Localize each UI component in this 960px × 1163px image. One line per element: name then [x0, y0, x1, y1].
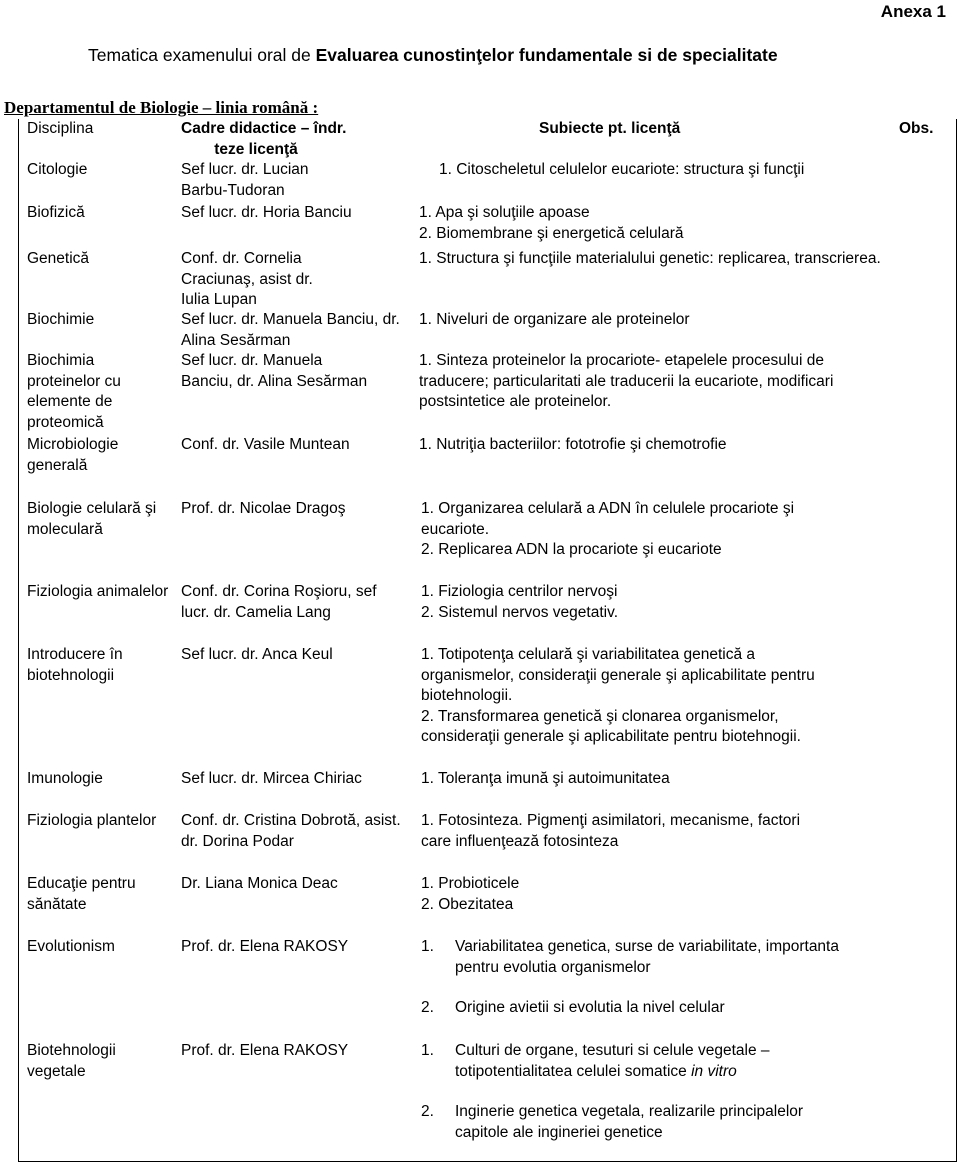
discipline-cell: Fiziologia plantelor [27, 812, 157, 829]
subject-text: Origine avietii si evolutia la nivel celular [455, 999, 725, 1016]
discipline-cell: Fiziologia animalelor [27, 583, 169, 600]
discipline-cell: Citologie [27, 161, 88, 178]
annex-label: Anexa 1 [880, 2, 946, 21]
header-teachers-line1: Cadre didactice – îndr. [181, 120, 347, 137]
subject-item [421, 1102, 841, 1143]
header-subjects: Subiecte pt. licenţă [539, 120, 681, 137]
subject-item: 2. Biomembrane şi energetică celulară [419, 224, 684, 242]
discipline-cell: Educaţie pentru sănătate [27, 875, 136, 913]
subject-item: 1. Nutriţia bacteriilor: fototrofie şi chemotrofie [419, 436, 727, 453]
teachers-cell: Conf. dr. Corina Roşioru, sef lucr. dr. Camelia Lang [181, 583, 377, 621]
discipline-cell: Biochimia proteinelor cu elemente de proteomică [27, 352, 121, 431]
teachers-cell: Sef lucr. dr. Manuela Banciu, dr. Alina Sesărman [181, 352, 368, 390]
subject-item: 1. Organizarea celulară a ADN în celulele procariote şi eucariote. [421, 500, 795, 538]
discipline-cell: Biotehnologii vegetale [27, 1042, 116, 1080]
teachers-cell: Conf. dr. Cornelia Craciunaş, asist dr. Iulia Lupan [181, 250, 313, 308]
subject-text: Inginerie genetica vegetala, realizarile principalelor capitole ale ingineriei genetice [455, 1103, 804, 1141]
title-prefix: Tematica examenului oral de [88, 45, 316, 65]
teachers-cell: Prof. dr. Elena RAKOSY [181, 1042, 349, 1059]
title-bold: Evaluarea cunostinţelor fundamentale si de specialitate [315, 45, 778, 65]
subject-item: 1. Fotosinteza. Pigmenţi asimilatori, mecanisme, factori care influenţează fotosinteza [421, 812, 801, 850]
subject-item: 2. Replicarea ADN la procariote şi eucariote [421, 541, 722, 558]
discipline-cell: Genetică [27, 250, 90, 267]
discipline-cell: Biologie celulară şi moleculară [27, 500, 157, 538]
subjects-cell [421, 582, 883, 623]
header-discipline: Disciplina [27, 120, 94, 137]
subject-item: 2. Sistemul nervos vegetativ. [421, 603, 618, 621]
teachers-cell: Sef lucr. dr. Mircea Chiriac [181, 770, 362, 787]
subject-number: 1. [421, 938, 434, 955]
teachers-cell: Sef lucr. dr. Anca Keul [181, 646, 333, 663]
subject-item [421, 1041, 841, 1082]
teachers-cell: Prof. dr. Elena RAKOSY [181, 938, 349, 955]
subjects-cell [421, 1041, 841, 1143]
discipline-cell: Imunologie [27, 770, 103, 787]
subject-text-italic: in vitro [691, 1062, 737, 1080]
subject-item: 1. Niveluri de organizare ale proteinelor [419, 311, 690, 328]
subjects-cell [421, 937, 841, 1019]
subject-number: 2. [421, 1103, 434, 1120]
subject-item: 1. Structura şi funcţiile materialului genetic: replicarea, transcrierea. [419, 250, 881, 267]
topics-table [18, 119, 957, 1162]
discipline-cell: Microbiologie generală [27, 436, 119, 474]
header-teachers [181, 119, 413, 160]
subject-text [455, 1041, 841, 1082]
subject-item: 2. Transformarea genetică şi clonarea organismelor, consideraţii generale şi aplicabilitate pentru biotehnogii. [421, 707, 801, 745]
discipline-cell: Biofizică [27, 204, 85, 221]
header-teachers-line2: teze licenţă [214, 140, 298, 158]
subject-item [421, 998, 841, 1019]
subject-item: 1. Citoscheletul celulelor eucariote: structura şi funcţii [439, 161, 805, 178]
subject-item: 1. Probioticele [421, 875, 520, 892]
discipline-cell: Biochimie [27, 311, 95, 328]
subject-item: 2. Obezitatea [421, 895, 514, 913]
teachers-cell: Conf. dr. Cristina Dobrotă, asist. dr. Dorina Podar [181, 812, 401, 850]
subject-item [421, 937, 841, 978]
teachers-cell: Conf. dr. Vasile Muntean [181, 436, 350, 453]
teachers-cell: Sef lucr. dr. Manuela Banciu, dr. Alina Sesărman [181, 311, 400, 349]
subject-text-main: Culturi de organe, tesuturi si celule vegetale – totipotentialitatea celulei somatice [455, 1042, 770, 1080]
subject-item: 1. Apa şi soluţiile apoase [419, 204, 590, 221]
subject-item: 1. Sinteza proteinelor la procariote- etapelele procesului de traducere; particularitati ale traducerii la eucariote, modificari postsintetice ale proteinelor. [419, 352, 834, 410]
teachers-cell: Sef lucr. dr. Lucian Barbu-Tudoran [181, 161, 309, 199]
subject-item: 1. Toleranţa imună şi autoimunitatea [421, 770, 670, 787]
teachers-cell: Prof. dr. Nicolae Dragoş [181, 500, 346, 517]
subject-item: 1. Fiziologia centrilor nervoşi [421, 583, 618, 600]
discipline-cell: Introducere în biotehnologii [27, 646, 123, 684]
page-title [88, 45, 778, 66]
teachers-cell: Dr. Liana Monica Deac [181, 875, 338, 892]
subjects-cell [419, 203, 881, 244]
discipline-cell: Evolutionism [27, 938, 115, 955]
subject-number: 1. [421, 1042, 434, 1059]
subjects-cell [421, 499, 851, 561]
header-obs: Obs. [899, 120, 934, 137]
subject-text: Variabilitatea genetica, surse de variabilitate, importanta pentru evolutia organismelor [455, 938, 839, 976]
department-heading: Departamentul de Biologie – linia română : [4, 98, 319, 117]
subjects-cell [421, 645, 851, 748]
subject-number: 2. [421, 999, 434, 1016]
subjects-cell [421, 874, 883, 915]
teachers-cell: Sef lucr. dr. Horia Banciu [181, 204, 352, 221]
subject-item: 1. Totipotenţa celulară şi variabilitatea genetică a organismelor, consideraţii generale şi aplicabilitate pentru biotehnologii. [421, 646, 815, 704]
